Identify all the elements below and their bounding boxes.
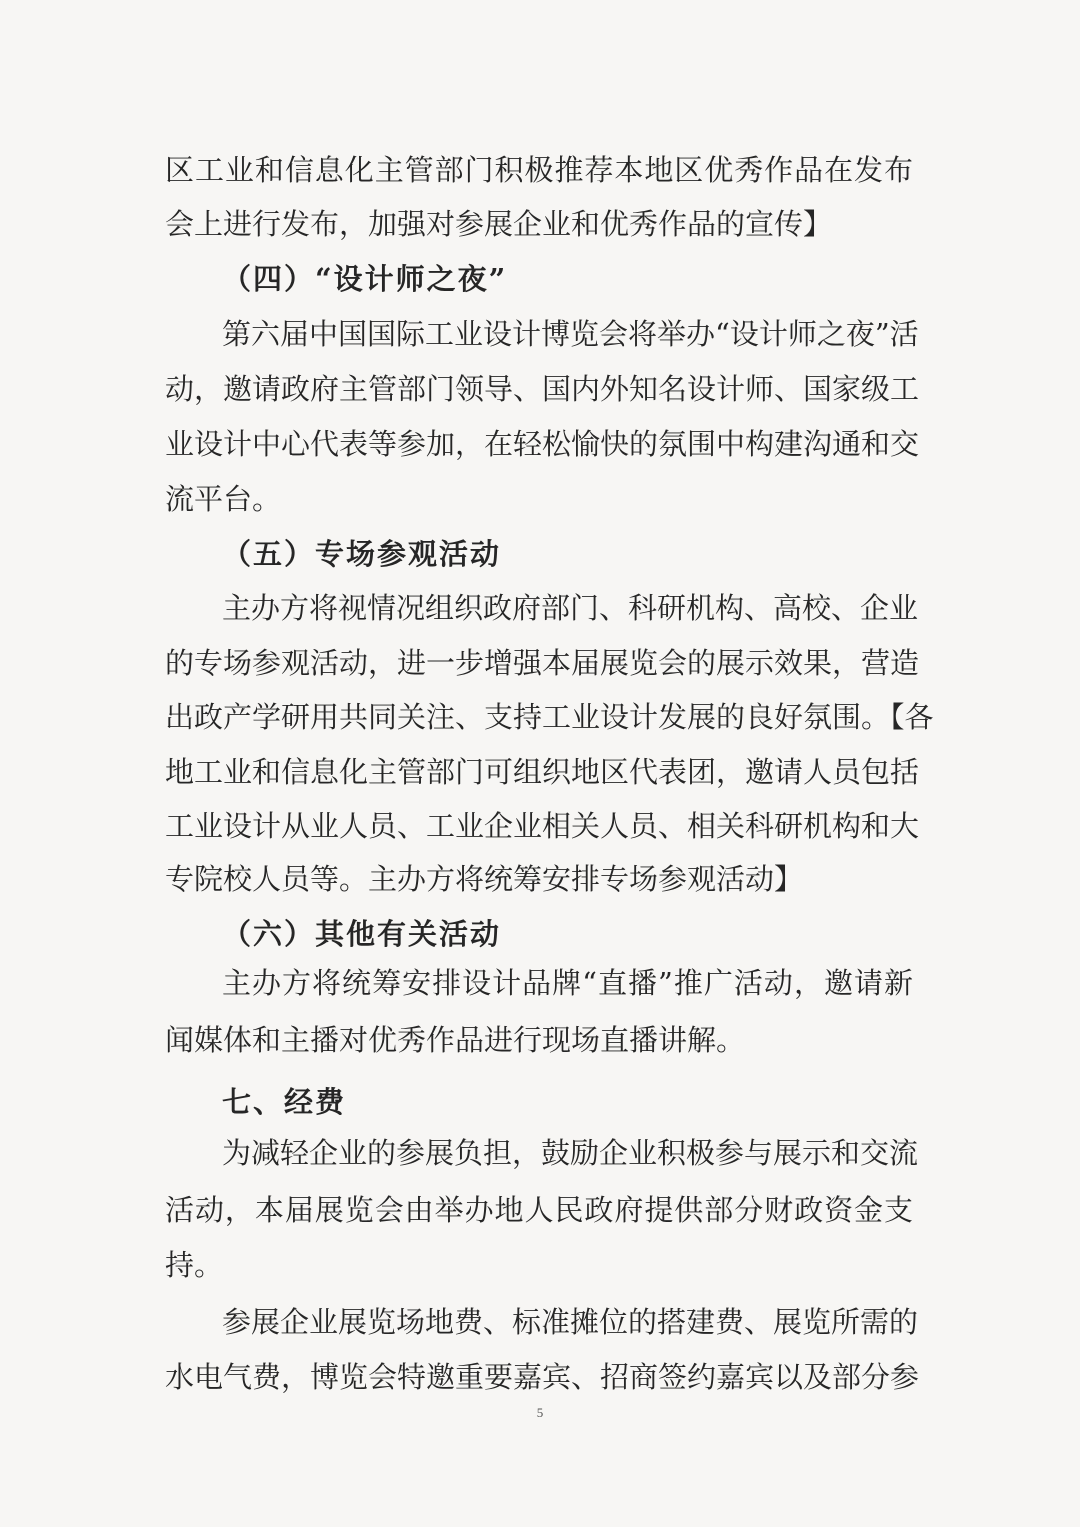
body-line: 地工业和信息化主管部门可组织地区代表团，邀请人员包括 bbox=[165, 755, 920, 789]
body-line: 主办方将视情况组织政府部门、科研机构、高校、企业 bbox=[222, 591, 919, 625]
section-heading-6: （六）其他有关活动 bbox=[222, 917, 502, 951]
section-heading-7: 七、经费 bbox=[222, 1085, 347, 1119]
section-heading-5: （五）专场参观活动 bbox=[222, 537, 502, 571]
body-line: 持。 bbox=[165, 1248, 224, 1282]
body-line: 闻媒体和主播对优秀作品进行现场直播讲解。 bbox=[165, 1023, 746, 1057]
body-line: 主办方将统筹安排设计品牌“直播”推广活动，邀请新 bbox=[222, 966, 913, 1000]
body-line: 会上进行发布，加强对参展企业和优秀作品的宣传】 bbox=[165, 207, 833, 241]
body-line: 参展企业展览场地费、标准摊位的搭建费、展览所需的 bbox=[222, 1305, 919, 1339]
page-number: 5 bbox=[536, 1405, 544, 1420]
body-line: 业设计中心代表等参加，在轻松愉快的氛围中构建沟通和交 bbox=[165, 427, 920, 461]
body-line: 第六届中国国际工业设计博览会将举办“设计师之夜”活 bbox=[222, 317, 919, 351]
body-line: 区工业和信息化主管部门积极推荐本地区优秀作品在发布 bbox=[165, 153, 913, 187]
body-line: 为减轻企业的参展负担，鼓励企业积极参与展示和交流 bbox=[222, 1136, 919, 1170]
body-line: 出政产学研用共同关注、支持工业设计发展的良好氛围。【各 bbox=[165, 700, 934, 734]
body-line: 活动，本届展览会由举办地人民政府提供部分财政资金支 bbox=[165, 1193, 913, 1227]
body-line: 动，邀请政府主管部门领导、国内外知名设计师、国家级工 bbox=[165, 372, 920, 406]
body-line: 流平台。 bbox=[165, 482, 282, 516]
body-line: 的专场参观活动，进一步增强本届展览会的展示效果，营造 bbox=[165, 646, 920, 680]
body-line: 水电气费，博览会特邀重要嘉宾、招商签约嘉宾以及部分参 bbox=[165, 1360, 920, 1394]
body-line: 工业设计从业人员、工业企业相关人员、相关科研机构和大 bbox=[165, 809, 920, 843]
body-line: 专院校人员等。主办方将统筹安排专场参观活动】 bbox=[165, 862, 804, 896]
section-heading-4: （四）“设计师之夜” bbox=[222, 262, 508, 296]
